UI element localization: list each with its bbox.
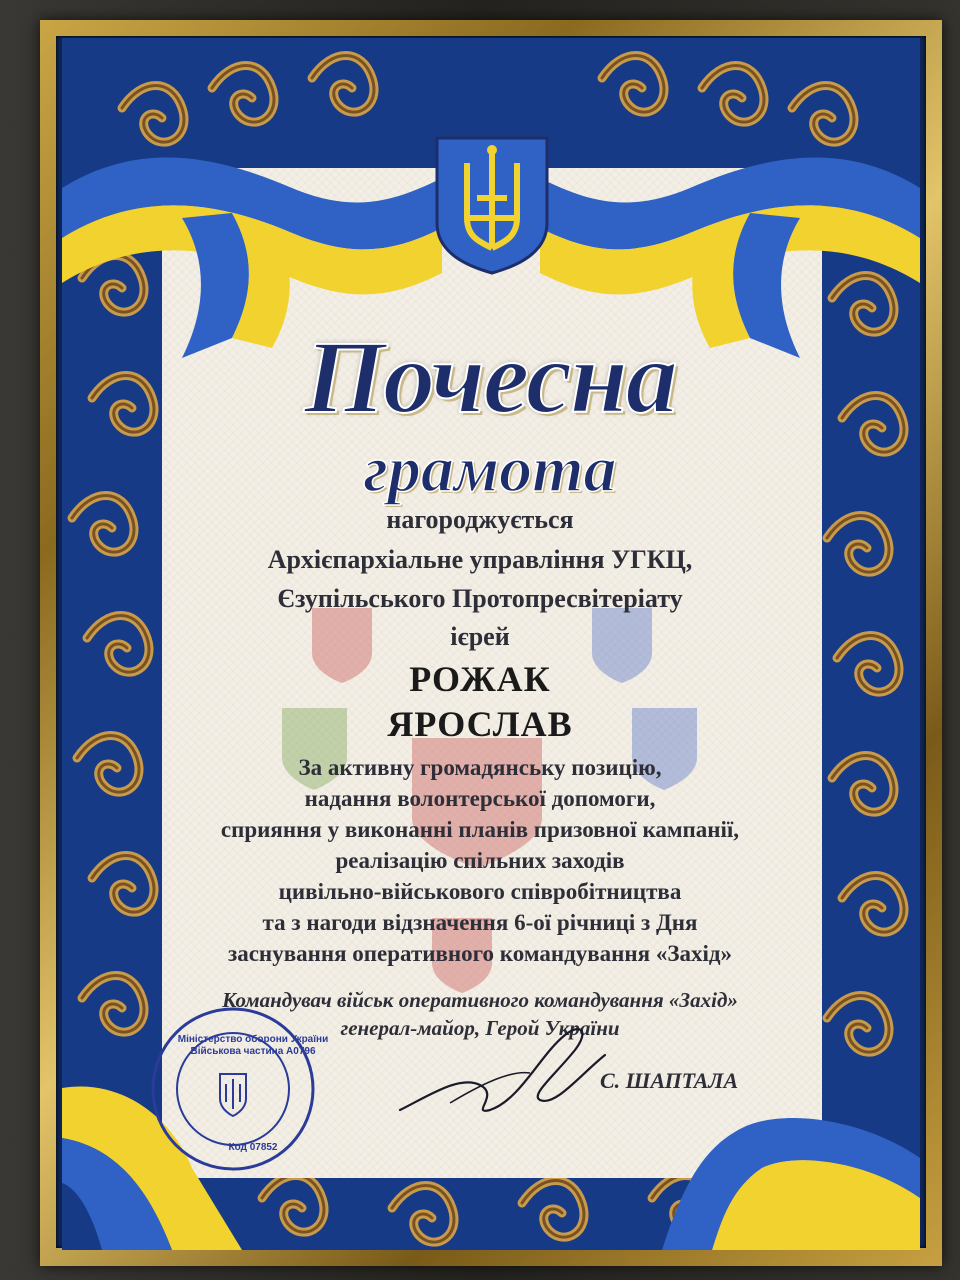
recipient-given-name: ЯРОСЛАВ [387, 704, 573, 744]
certificate-title: Почесна [304, 320, 676, 435]
reason-line-1: За активну громадянську позицію, [298, 755, 662, 780]
signatory-position-line-2: генерал-майор, Герой України [340, 1016, 620, 1040]
handwritten-signature [390, 1015, 620, 1125]
organization-line-1: Архієпархіальне управління УГКЦ, [267, 545, 693, 574]
official-stamp [148, 1004, 329, 1174]
reason-line-5: цивільно-військового співробітництва [278, 879, 682, 904]
awarded-phrase: нагороджується [386, 505, 574, 534]
stamp-code: Код 07852 [228, 1142, 278, 1153]
certificate-subtitle: грамота [363, 433, 617, 506]
reason-line-2: надання волонтерської допомоги, [304, 786, 656, 811]
reason-line-6: та з нагоди відзначення 6-ої річниці з Дня [262, 910, 698, 935]
reason-line-4: реалізацію спільних заходів [335, 848, 625, 873]
signatory-name: С. ШАПТАЛА [600, 1068, 739, 1093]
signatory-position-line-1: Командувач військ оперативного командування «Захід» [222, 988, 738, 1012]
recipient-rank: ієрей [450, 622, 510, 651]
reason-line-3: сприяння у виконанні планів призовної кампанії, [220, 817, 740, 842]
stamp-text: Міністерство оборони України Військова частина А0796 [177, 1034, 329, 1057]
organization-line-2: Єзупільського Протопресвітеріату [277, 584, 683, 613]
reason-line-7: заснування оперативного командування «Захід» [227, 941, 732, 966]
recipient-surname: РОЖАК [409, 659, 551, 699]
